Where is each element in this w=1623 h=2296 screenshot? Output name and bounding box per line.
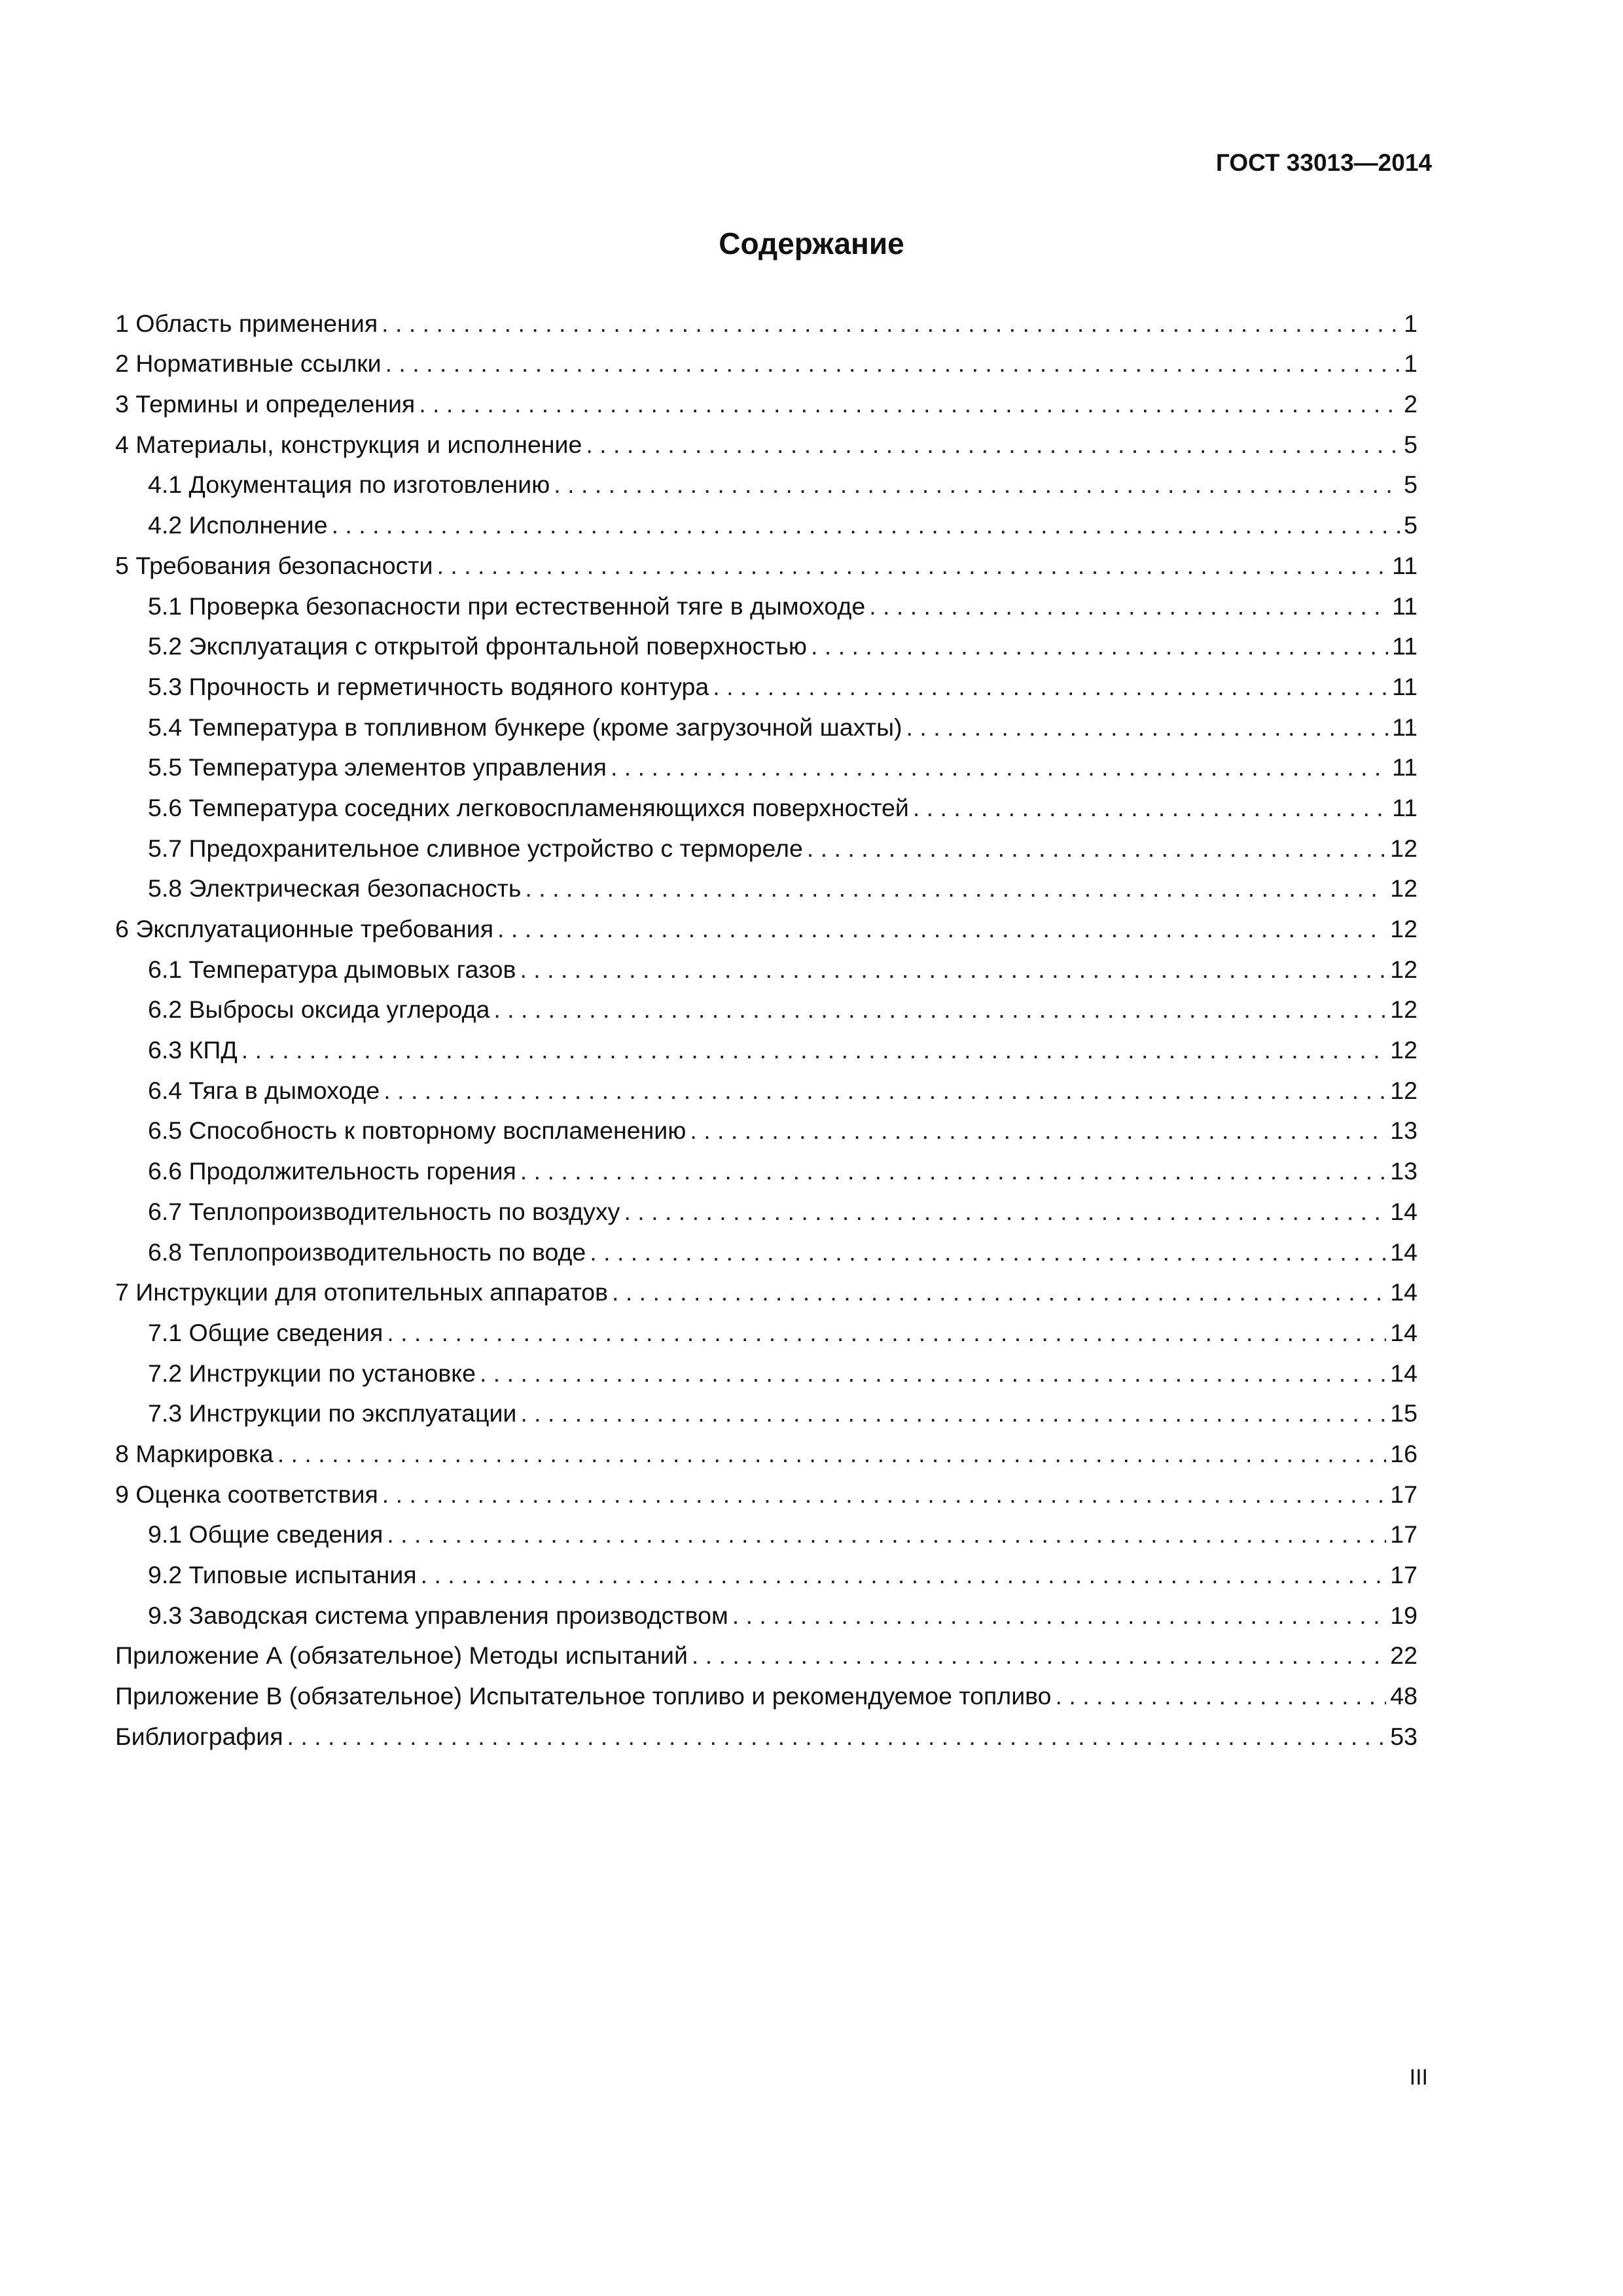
toc-entry-label: 6.6 Продолжительность горения [148, 1157, 516, 1185]
toc-entry[interactable] [115, 1267, 1418, 1308]
toc-entry-page: 13 [1390, 1117, 1418, 1145]
toc-entry-page: 14 [1390, 1278, 1418, 1306]
toc-leader-dots [869, 591, 1388, 621]
toc-entry-page: 11 [1392, 753, 1418, 781]
toc-leader-dots [241, 1035, 1387, 1065]
toc-leader-dots [611, 752, 1388, 782]
toc-leader-dots [387, 1519, 1386, 1549]
toc-entry-label: 6.2 Выбросы оксида углерода [148, 996, 490, 1024]
toc-entry-page: 14 [1390, 1318, 1418, 1346]
toc-entry-page: 2 [1404, 390, 1418, 418]
toc-entry-page: 17 [1390, 1480, 1418, 1508]
toc-entry[interactable] [115, 1711, 1418, 1751]
toc-entry[interactable] [115, 338, 1418, 379]
toc-entry-label: 4 Материалы, конструкция и исполнение [115, 430, 582, 458]
toc-leader-dots [382, 308, 1400, 338]
toc-leader-dots [437, 550, 1389, 581]
toc-entry-label: 5 Требования безопасности [115, 551, 433, 579]
toc-entry-page: 17 [1390, 1520, 1418, 1549]
toc-entry-label: Библиография [115, 1722, 283, 1750]
toc-entry[interactable] [115, 540, 1418, 581]
toc-entry-page: 11 [1392, 713, 1418, 741]
toc-leader-dots [493, 994, 1386, 1024]
toc-entry-page: 11 [1392, 793, 1418, 821]
toc-entry[interactable] [115, 499, 1418, 540]
toc-entry[interactable] [115, 782, 1418, 823]
toc-entry-label: 5.8 Электрическая безопасность [148, 874, 522, 903]
toc-entry-page: 1 [1404, 350, 1418, 378]
toc-leader-dots [1056, 1681, 1387, 1711]
toc-entry-label: 9.2 Типовые испытания [148, 1561, 417, 1588]
toc-entry-label: 3 Термины и определения [115, 390, 416, 418]
toc-entry-page: 11 [1392, 551, 1418, 579]
toc-entry[interactable] [115, 459, 1418, 500]
toc-entry-label: Приложение А (обязательное) Методы испытаний [115, 1641, 688, 1670]
toc-entry-label: 7.1 Общие сведения [148, 1318, 383, 1346]
toc-leader-dots [387, 1318, 1386, 1348]
toc-entry-page: 13 [1390, 1157, 1418, 1185]
toc-entry-page: 14 [1390, 1197, 1418, 1225]
toc-leader-dots [520, 1156, 1386, 1186]
toc-entry-label: 4.1 Документация по изготовлению [148, 471, 550, 499]
toc-entry-page: 22 [1390, 1641, 1418, 1670]
toc-leader-dots [554, 469, 1400, 499]
toc-entry-page: 12 [1390, 874, 1418, 903]
toc-entry-label: 5.2 Эксплуатация с открытой фронтальной поверхностью [148, 632, 808, 660]
toc-entry-page: 16 [1390, 1439, 1418, 1467]
toc-entry[interactable] [115, 1549, 1418, 1590]
toc-entry[interactable] [115, 1509, 1418, 1550]
toc-entry-label: 6.8 Теплопроизводительность по воде [148, 1238, 586, 1266]
toc-entry-label: 6.5 Способность к повторному воспламенению [148, 1117, 687, 1145]
toc-entry[interactable] [115, 1670, 1418, 1711]
toc-entry[interactable] [115, 1105, 1418, 1146]
toc-leader-dots [497, 914, 1386, 944]
toc-leader-dots [520, 954, 1386, 984]
toc-entry-label: 6.1 Температура дымовых газов [148, 955, 516, 983]
toc-leader-dots [811, 631, 1388, 661]
toc-leader-dots [612, 1277, 1386, 1307]
toc-entry-label: 5.6 Температура соседних легковоспламеняющихся поверхностей [148, 793, 909, 821]
toc-entry-page: 12 [1390, 1036, 1418, 1064]
toc-entry-page: 19 [1390, 1601, 1418, 1629]
toc-entry-label: 5.3 Прочность и герметичность водяного контура [148, 672, 709, 700]
toc-entry-label: 2 Нормативные ссылки [115, 350, 382, 378]
toc-entry[interactable] [115, 944, 1418, 984]
toc-entry[interactable] [115, 1145, 1418, 1186]
toc-entry[interactable] [115, 1186, 1418, 1227]
toc-entry[interactable] [115, 984, 1418, 1025]
toc-entry-label: 8 Маркировка [115, 1439, 274, 1467]
page-number: III [1409, 2065, 1428, 2090]
toc-leader-dots [332, 510, 1400, 540]
toc-leader-dots [713, 672, 1388, 702]
toc-entry-label: 5.7 Предохранительное сливное устройство с термореле [148, 834, 803, 862]
toc-entry-page: 48 [1390, 1682, 1418, 1710]
toc-entry-label: 5.4 Температура в топливном бункере (кроме загрузочной шахты) [148, 713, 902, 741]
toc-entry-label: 7 Инструкции для отопительных аппаратов [115, 1278, 608, 1306]
toc-entry-label: Приложение В (обязательное) Испытательное топливо и рекомендуемое топливо [115, 1682, 1052, 1710]
toc-entry[interactable] [115, 823, 1418, 863]
table-of-contents [115, 298, 1418, 1751]
toc-leader-dots [692, 1640, 1386, 1670]
toc-entry[interactable] [115, 702, 1418, 742]
toc-leader-dots [807, 833, 1386, 863]
toc-entry-page: 11 [1392, 592, 1418, 620]
toc-entry[interactable] [115, 621, 1418, 662]
toc-entry-page: 14 [1390, 1238, 1418, 1266]
toc-entry[interactable] [115, 581, 1418, 621]
toc-entry[interactable] [115, 378, 1418, 419]
toc-leader-dots [732, 1600, 1387, 1630]
toc-entry-label: 7.2 Инструкции по установке [148, 1359, 476, 1387]
toc-entry-label: 5.1 Проверка безопасности при естественной тяге в дымоходе [148, 592, 866, 620]
page-title: Содержание [719, 226, 904, 260]
toc-entry[interactable] [115, 1469, 1418, 1509]
toc-entry-page: 53 [1390, 1722, 1418, 1750]
toc-entry-page: 12 [1390, 915, 1418, 942]
toc-entry[interactable] [115, 1348, 1418, 1388]
toc-leader-dots [277, 1439, 1387, 1469]
toc-entry-label: 9 Оценка соответствия [115, 1480, 378, 1508]
toc-leader-dots [906, 712, 1389, 742]
toc-entry-page: 12 [1390, 834, 1418, 862]
toc-entry-page: 5 [1404, 430, 1418, 458]
toc-entry[interactable] [115, 1630, 1418, 1671]
toc-entry[interactable] [115, 419, 1418, 459]
toc-entry-label: 6.4 Тяга в дымоходе [148, 1076, 380, 1104]
toc-entry-label: 1 Область применения [115, 309, 378, 337]
toc-entry-label: 7.3 Инструкции по эксплуатации [148, 1399, 517, 1427]
toc-entry[interactable] [115, 1024, 1418, 1065]
toc-leader-dots [690, 1115, 1386, 1145]
toc-entry-page: 1 [1404, 309, 1418, 337]
toc-leader-dots [624, 1196, 1386, 1227]
toc-entry-label: 6 Эксплуатационные требования [115, 915, 494, 942]
toc-entry-page: 11 [1392, 672, 1418, 700]
toc-entry-page: 11 [1392, 632, 1418, 660]
toc-entry-page: 12 [1390, 955, 1418, 983]
toc-entry[interactable] [115, 1590, 1418, 1630]
toc-entry[interactable] [115, 661, 1418, 702]
toc-entry[interactable] [115, 1388, 1418, 1429]
toc-leader-dots [287, 1721, 1387, 1751]
toc-entry-page: 17 [1390, 1561, 1418, 1588]
toc-leader-dots [525, 873, 1386, 903]
toc-entry-page: 12 [1390, 996, 1418, 1024]
toc-entry[interactable] [115, 1065, 1418, 1105]
toc-entry-page: 15 [1390, 1399, 1418, 1427]
toc-leader-dots [382, 1479, 1387, 1509]
toc-entry[interactable] [115, 1307, 1418, 1348]
toc-entry-page: 5 [1404, 471, 1418, 499]
toc-entry[interactable] [115, 903, 1418, 944]
toc-entry-page: 12 [1390, 1076, 1418, 1104]
toc-entry-label: 4.2 Исполнение [148, 511, 328, 539]
toc-leader-dots [520, 1398, 1386, 1428]
toc-entry[interactable] [115, 1227, 1418, 1267]
toc-leader-dots [385, 348, 1400, 378]
toc-leader-dots [383, 1075, 1386, 1105]
toc-entry-label: 6.3 КПД [148, 1036, 238, 1064]
toc-entry-label: 9.3 Заводская система управления производством [148, 1601, 728, 1629]
toc-entry-label: 6.7 Теплопроизводительность по воздуху [148, 1197, 620, 1225]
toc-leader-dots [586, 429, 1400, 459]
toc-entry[interactable] [115, 298, 1418, 338]
toc-entry-page: 14 [1390, 1359, 1418, 1387]
toc-leader-dots [913, 793, 1388, 823]
toc-entry-page: 5 [1404, 511, 1418, 539]
toc-entry[interactable] [115, 863, 1418, 904]
toc-leader-dots [419, 389, 1400, 419]
toc-entry-label: 9.1 Общие сведения [148, 1520, 383, 1549]
toc-entry[interactable] [115, 742, 1418, 783]
toc-entry-label: 5.5 Температура элементов управления [148, 753, 607, 781]
document-header-code: ГОСТ 33013—2014 [1215, 149, 1432, 176]
toc-entry[interactable] [115, 1428, 1418, 1469]
toc-leader-dots [421, 1560, 1387, 1590]
toc-leader-dots [590, 1237, 1386, 1267]
toc-leader-dots [480, 1358, 1386, 1388]
